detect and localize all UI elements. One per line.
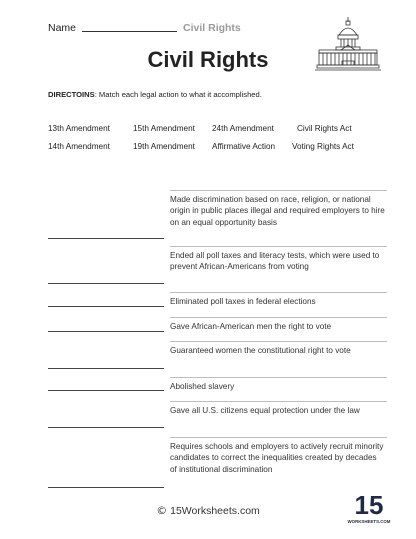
word-bank-term: 15th Amendment xyxy=(133,124,195,133)
item-divider xyxy=(170,317,387,318)
logo-text: WORKSHEETS.COM xyxy=(347,519,391,524)
logo-number: 15 xyxy=(354,490,384,520)
name-line xyxy=(82,30,177,32)
answer-line[interactable] xyxy=(48,487,164,488)
answer-line[interactable] xyxy=(48,368,164,369)
item-description: Eliminated poll taxes in federal elections xyxy=(170,297,316,306)
item-description: Requires schools and employers to actively recruit minority candidates to correct the inequalities created by decades of institutional discrimination xyxy=(170,442,384,474)
answer-line[interactable] xyxy=(48,390,164,391)
answer-line[interactable] xyxy=(48,306,164,307)
word-bank xyxy=(48,124,378,160)
directions-text: : Match each legal action to what it accomplished. xyxy=(94,90,262,99)
word-bank-term: Affirmative Action xyxy=(212,142,276,151)
page-title: Civil Rights xyxy=(147,47,269,72)
copyright-symbol: © xyxy=(156,504,168,517)
item-divider xyxy=(170,437,387,438)
word-bank-term: Civil Rights Act xyxy=(297,124,352,133)
answer-line[interactable] xyxy=(48,427,164,428)
name-row xyxy=(48,22,241,34)
item-description: Ended all poll taxes and literacy tests, which were used to prevent African-Americans from voting xyxy=(170,251,380,272)
answer-line[interactable] xyxy=(48,331,164,332)
directions xyxy=(48,90,262,99)
word-bank-term: 14th Amendment xyxy=(48,142,110,151)
item-description: Made discrimination based on race, religion, or national origin in public places illegal and required employers to hire on an equal opportunity basis xyxy=(170,195,385,227)
directions-label: DIRECTOINS xyxy=(48,90,95,99)
item-description: Gave African-American men the right to vote xyxy=(170,322,332,331)
footer-site[interactable]: 15Worksheets.com xyxy=(170,505,260,517)
item-divider xyxy=(170,292,387,293)
answer-line[interactable] xyxy=(48,283,164,284)
item-description: Gave all U.S. citizens equal protection under the law xyxy=(170,406,360,415)
word-bank-row xyxy=(48,142,378,160)
answer-line[interactable] xyxy=(48,238,164,239)
item-divider xyxy=(170,246,387,247)
word-bank-term: Voting Rights Act xyxy=(292,142,354,151)
word-bank-term: 13th Amendment xyxy=(48,124,110,133)
fifteen-worksheets-logo xyxy=(347,488,391,528)
topic-label: Civil Rights xyxy=(183,22,241,34)
item-divider xyxy=(170,401,387,402)
word-bank-term: 19th Amendment xyxy=(133,142,195,151)
item-description: Guaranteed women the constitutional right to vote xyxy=(170,346,351,355)
name-label: Name xyxy=(48,22,77,34)
item-divider xyxy=(170,377,387,378)
word-bank-row xyxy=(48,124,378,142)
item-divider xyxy=(170,341,387,342)
word-bank-term: 24th Amendment xyxy=(212,124,274,133)
item-divider xyxy=(170,190,387,191)
item-description: Abolished slavery xyxy=(170,382,235,391)
